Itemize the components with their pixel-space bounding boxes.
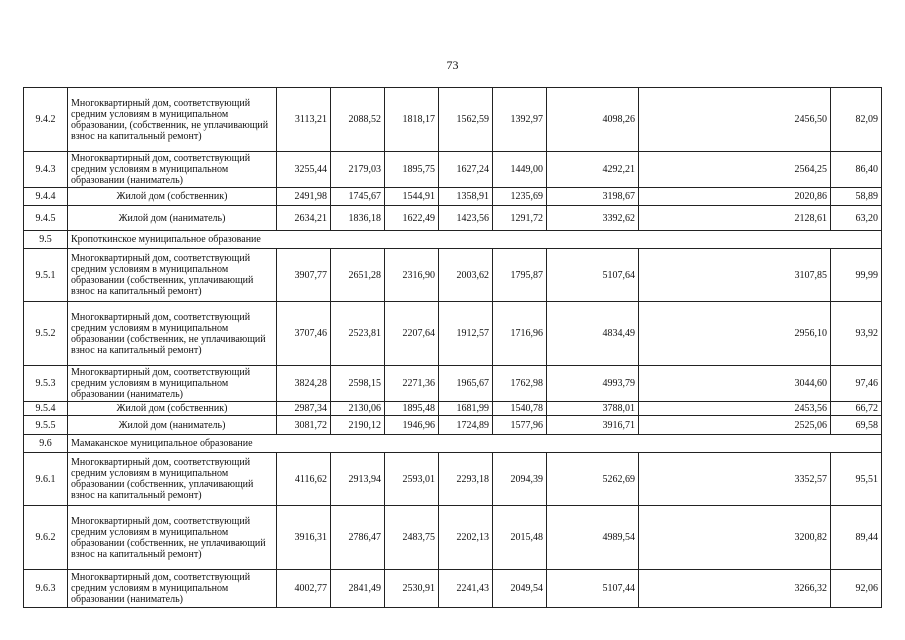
row-name: Многоквартирный дом, соответствующий средним условиям в муниципальном образовании (собственник, не уплачивающий взнос на капитальный ремонт) — [68, 302, 277, 366]
value-cell: 5262,69 — [547, 453, 639, 506]
value-cell: 99,99 — [831, 249, 882, 302]
value-cell: 3352,57 — [639, 453, 831, 506]
value-cell: 66,72 — [831, 402, 882, 416]
value-cell: 2483,75 — [385, 506, 439, 570]
value-cell: 4292,21 — [547, 152, 639, 188]
value-cell: 2088,52 — [331, 88, 385, 152]
table-row — [24, 249, 882, 302]
value-cell: 1912,57 — [439, 302, 493, 366]
value-cell: 1681,99 — [439, 402, 493, 416]
value-cell: 2179,03 — [331, 152, 385, 188]
value-cell: 1895,75 — [385, 152, 439, 188]
value-cell: 2130,06 — [331, 402, 385, 416]
value-cell: 4002,77 — [277, 570, 331, 608]
table-row — [24, 416, 882, 435]
value-cell: 3788,01 — [547, 402, 639, 416]
table-row — [24, 453, 882, 506]
value-cell: 3198,67 — [547, 188, 639, 206]
value-cell: 3907,77 — [277, 249, 331, 302]
row-name: Многоквартирный дом, соответствующий средним условиям в муниципальном образовании, (собственник, не уплачивающий взнос на капитальный ремонт) — [68, 88, 277, 152]
value-cell: 1562,59 — [439, 88, 493, 152]
value-cell: 93,92 — [831, 302, 882, 366]
value-cell: 89,44 — [831, 506, 882, 570]
row-name: Многоквартирный дом, соответствующий средним условиям в муниципальном образовании (наниматель) — [68, 366, 277, 402]
section-row — [24, 435, 882, 453]
row-code: 9.5.4 — [24, 402, 68, 416]
value-cell: 3044,60 — [639, 366, 831, 402]
value-cell: 5107,44 — [547, 570, 639, 608]
value-cell: 1965,67 — [439, 366, 493, 402]
value-cell: 3392,62 — [547, 206, 639, 231]
value-cell: 2128,61 — [639, 206, 831, 231]
value-cell: 1449,00 — [493, 152, 547, 188]
value-cell: 2651,28 — [331, 249, 385, 302]
value-cell: 1724,89 — [439, 416, 493, 435]
value-cell: 2190,12 — [331, 416, 385, 435]
value-cell: 58,89 — [831, 188, 882, 206]
value-cell: 86,40 — [831, 152, 882, 188]
value-cell: 2293,18 — [439, 453, 493, 506]
row-code: 9.4.3 — [24, 152, 68, 188]
row-code: 9.4.4 — [24, 188, 68, 206]
table-row — [24, 366, 882, 402]
value-cell: 2593,01 — [385, 453, 439, 506]
value-cell: 4993,79 — [547, 366, 639, 402]
value-cell: 1716,96 — [493, 302, 547, 366]
value-cell: 1577,96 — [493, 416, 547, 435]
value-cell: 1423,56 — [439, 206, 493, 231]
value-cell: 3266,32 — [639, 570, 831, 608]
row-code: 9.5.5 — [24, 416, 68, 435]
section-row — [24, 231, 882, 249]
value-cell: 3824,28 — [277, 366, 331, 402]
row-code: 9.6.1 — [24, 453, 68, 506]
table-body — [24, 88, 882, 608]
value-cell: 2241,43 — [439, 570, 493, 608]
value-cell: 95,51 — [831, 453, 882, 506]
value-cell: 1795,87 — [493, 249, 547, 302]
value-cell: 2956,10 — [639, 302, 831, 366]
value-cell: 1836,18 — [331, 206, 385, 231]
value-cell: 2049,54 — [493, 570, 547, 608]
value-cell: 1540,78 — [493, 402, 547, 416]
value-cell: 1544,91 — [385, 188, 439, 206]
row-name: Многоквартирный дом, соответствующий средним условиям в муниципальном образовании (наниматель) — [68, 570, 277, 608]
value-cell: 2634,21 — [277, 206, 331, 231]
tariff-table — [23, 87, 882, 608]
value-cell: 2786,47 — [331, 506, 385, 570]
value-cell: 4834,49 — [547, 302, 639, 366]
value-cell: 92,06 — [831, 570, 882, 608]
table-row — [24, 152, 882, 188]
value-cell: 3113,21 — [277, 88, 331, 152]
row-name: Жилой дом (наниматель) — [68, 206, 277, 231]
value-cell: 2453,56 — [639, 402, 831, 416]
value-cell: 3707,46 — [277, 302, 331, 366]
value-cell: 2530,91 — [385, 570, 439, 608]
value-cell: 69,58 — [831, 416, 882, 435]
value-cell: 1392,97 — [493, 88, 547, 152]
value-cell: 2207,64 — [385, 302, 439, 366]
value-cell: 3200,82 — [639, 506, 831, 570]
value-cell: 4098,26 — [547, 88, 639, 152]
value-cell: 2202,13 — [439, 506, 493, 570]
section-title: Мамаканское муниципальное образование — [68, 435, 882, 453]
row-code: 9.6.3 — [24, 570, 68, 608]
value-cell: 2003,62 — [439, 249, 493, 302]
value-cell: 2316,90 — [385, 249, 439, 302]
row-name: Жилой дом (наниматель) — [68, 416, 277, 435]
value-cell: 2913,94 — [331, 453, 385, 506]
value-cell: 1622,49 — [385, 206, 439, 231]
row-name: Жилой дом (собственник) — [68, 402, 277, 416]
row-code: 9.5.3 — [24, 366, 68, 402]
row-code: 9.4.5 — [24, 206, 68, 231]
value-cell: 2491,98 — [277, 188, 331, 206]
row-code: 9.4.2 — [24, 88, 68, 152]
row-name: Многоквартирный дом, соответствующий средним условиям в муниципальном образовании (собственник, не уплачивающий взнос на капитальный ремонт) — [68, 506, 277, 570]
table-row — [24, 570, 882, 608]
page-number: 73 — [446, 58, 459, 72]
value-cell: 1946,96 — [385, 416, 439, 435]
value-cell: 1627,24 — [439, 152, 493, 188]
value-cell: 2020,86 — [639, 188, 831, 206]
value-cell: 1745,67 — [331, 188, 385, 206]
row-name: Многоквартирный дом, соответствующий средним условиям в муниципальном образовании (наниматель) — [68, 152, 277, 188]
value-cell: 63,20 — [831, 206, 882, 231]
value-cell: 1818,17 — [385, 88, 439, 152]
row-code: 9.6.2 — [24, 506, 68, 570]
value-cell: 3916,31 — [277, 506, 331, 570]
value-cell: 82,09 — [831, 88, 882, 152]
value-cell: 3081,72 — [277, 416, 331, 435]
row-code: 9.5 — [24, 231, 68, 249]
value-cell: 2456,50 — [639, 88, 831, 152]
value-cell: 1895,48 — [385, 402, 439, 416]
table-row — [24, 506, 882, 570]
value-cell: 2525,06 — [639, 416, 831, 435]
row-name: Многоквартирный дом, соответствующий средним условиям в муниципальном образовании (собственник, уплачивающий взнос на капитальный ремонт) — [68, 249, 277, 302]
row-name: Многоквартирный дом, соответствующий средним условиям в муниципальном образовании (собственник, уплачивающий взнос на капитальный ремонт) — [68, 453, 277, 506]
value-cell: 3916,71 — [547, 416, 639, 435]
row-code: 9.6 — [24, 435, 68, 453]
value-cell: 2094,39 — [493, 453, 547, 506]
value-cell: 2015,48 — [493, 506, 547, 570]
table-row — [24, 88, 882, 152]
value-cell: 97,46 — [831, 366, 882, 402]
value-cell: 2598,15 — [331, 366, 385, 402]
table-row — [24, 302, 882, 366]
section-title: Кропоткинское муниципальное образование — [68, 231, 882, 249]
row-name: Жилой дом (собственник) — [68, 188, 277, 206]
row-code: 9.5.1 — [24, 249, 68, 302]
value-cell: 2987,34 — [277, 402, 331, 416]
value-cell: 1762,98 — [493, 366, 547, 402]
value-cell: 2841,49 — [331, 570, 385, 608]
row-code: 9.5.2 — [24, 302, 68, 366]
value-cell: 1291,72 — [493, 206, 547, 231]
value-cell: 4989,54 — [547, 506, 639, 570]
value-cell: 2523,81 — [331, 302, 385, 366]
value-cell: 3255,44 — [277, 152, 331, 188]
table-row — [24, 402, 882, 416]
value-cell: 2271,36 — [385, 366, 439, 402]
value-cell: 2564,25 — [639, 152, 831, 188]
value-cell: 3107,85 — [639, 249, 831, 302]
value-cell: 4116,62 — [277, 453, 331, 506]
value-cell: 5107,64 — [547, 249, 639, 302]
table-row — [24, 206, 882, 231]
table-row — [24, 188, 882, 206]
value-cell: 1358,91 — [439, 188, 493, 206]
value-cell: 1235,69 — [493, 188, 547, 206]
